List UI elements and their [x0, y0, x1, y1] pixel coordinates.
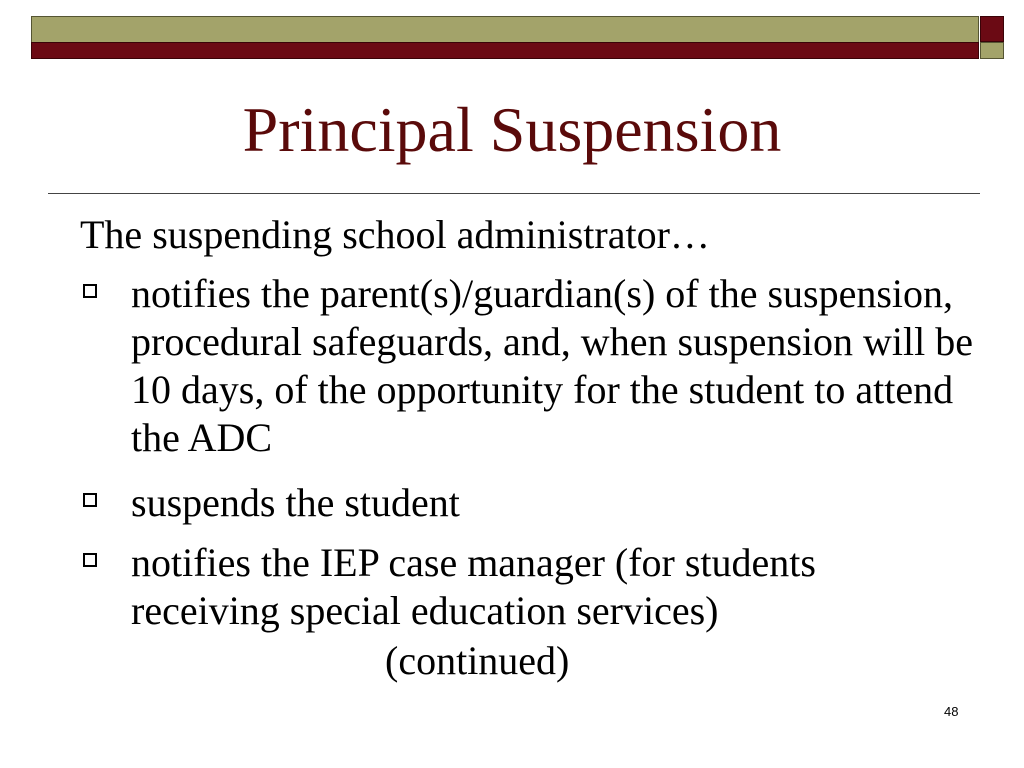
continued-note: (continued)	[385, 638, 570, 683]
slide-title: Principal Suspension	[242, 94, 782, 165]
corner-square-maroon	[980, 16, 1004, 42]
title-divider	[48, 193, 980, 194]
square-bullet-icon	[83, 553, 97, 567]
bullet-text: notifies the IEP case manager (for students receiving special education services)	[131, 540, 816, 633]
header-band-maroon	[31, 42, 979, 59]
intro-text: The suspending school administrator…	[80, 212, 710, 257]
slide-number: 48	[944, 704, 959, 719]
square-bullet-icon	[83, 493, 97, 507]
bullet-text: notifies the parent(s)/guardian(s) of the suspension, procedural safeguards, and, when suspension will be 10 days, of the opportunity for the student to attend the ADC	[131, 271, 973, 460]
corner-square-olive	[980, 42, 1004, 59]
header-band-olive	[31, 16, 979, 43]
bullet-text: suspends the student	[131, 480, 460, 525]
square-bullet-icon	[83, 284, 97, 298]
